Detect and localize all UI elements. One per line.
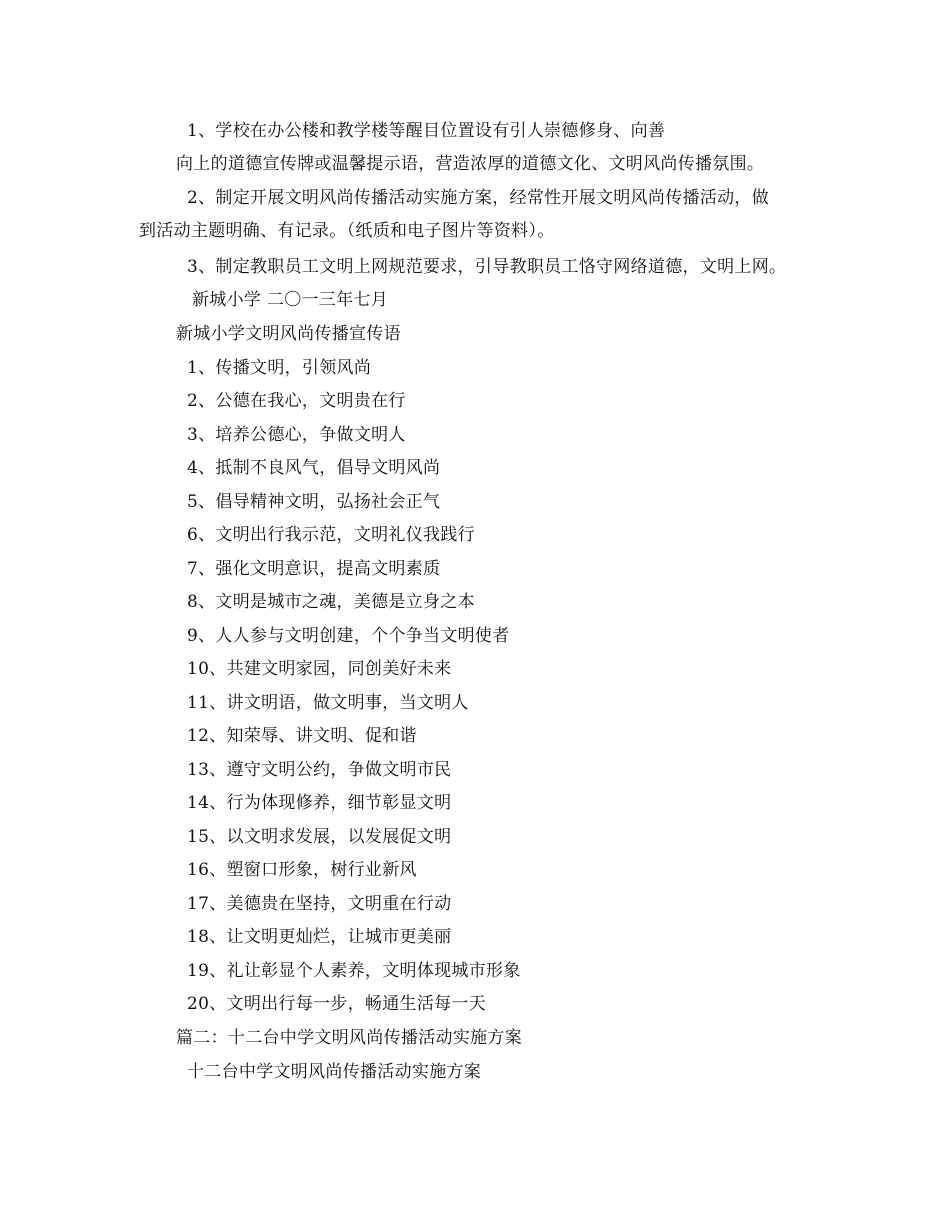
list-item: 8、文明是城市之魂，美德是立身之本 — [187, 592, 475, 612]
paragraph-2-line-1: 2、制定开展文明风尚传播活动实施方案，经常性开展文明风尚传播活动，做 — [187, 188, 770, 208]
paragraph-1-line-1: 1、学校在办公楼和教学楼等醒目位置设有引人崇德修身、向善 — [187, 121, 666, 141]
list-item: 4、抵制不良风气，倡导文明风尚 — [187, 458, 441, 478]
list-item: 14、行为体现修养，细节彰显文明 — [187, 793, 452, 813]
signature: 新城小学 二〇一三年七月 — [192, 290, 389, 310]
paragraph-3: 3、制定教职员工文明上网规范要求，引导教职员工恪守网络道德，文明上网。 — [187, 257, 787, 277]
list-item: 13、遵守文明公约，争做文明市民 — [187, 760, 452, 780]
part-2-heading: 篇二：十二台中学文明风尚传播活动实施方案 — [176, 1028, 522, 1048]
list-item: 18、让文明更灿烂，让城市更美丽 — [187, 927, 452, 947]
list-item: 7、强化文明意识，提高文明素质 — [187, 559, 441, 579]
slogans-title: 新城小学文明风尚传播宣传语 — [176, 324, 401, 344]
list-item: 2、公德在我心，文明贵在行 — [187, 391, 406, 411]
list-item: 3、培养公德心，争做文明人 — [187, 425, 406, 445]
list-item: 19、礼让彰显个人素养，文明体现城市形象 — [187, 961, 521, 981]
list-item: 16、塑窗口形象，树行业新风 — [187, 860, 417, 880]
list-item: 5、倡导精神文明，弘扬社会正气 — [187, 492, 441, 512]
list-item: 9、人人参与文明创建，个个争当文明使者 — [187, 626, 510, 646]
list-item: 10、共建文明家园，同创美好未来 — [187, 659, 452, 679]
paragraph-2-line-2: 到活动主题明确、有记录。（纸质和电子图片等资料）。 — [139, 221, 555, 241]
list-item: 20、文明出行每一步，畅通生活每一天 — [187, 994, 487, 1014]
list-item: 15、以文明求发展，以发展促文明 — [187, 827, 452, 847]
list-item: 1、传播文明，引领风尚 — [187, 358, 372, 378]
list-item: 11、讲文明语，做文明事，当文明人 — [187, 693, 469, 713]
paragraph-1-line-2: 向上的道德宣传牌或温馨提示语，营造浓厚的道德文化、文明风尚传播氛围。 — [176, 154, 765, 174]
part-2-title: 十二台中学文明风尚传播活动实施方案 — [187, 1062, 482, 1082]
list-item: 17、美德贵在坚持，文明重在行动 — [187, 894, 452, 914]
list-item: 12、知荣辱、讲文明、促和谐 — [187, 726, 417, 746]
list-item: 6、文明出行我示范，文明礼仪我践行 — [187, 525, 475, 545]
